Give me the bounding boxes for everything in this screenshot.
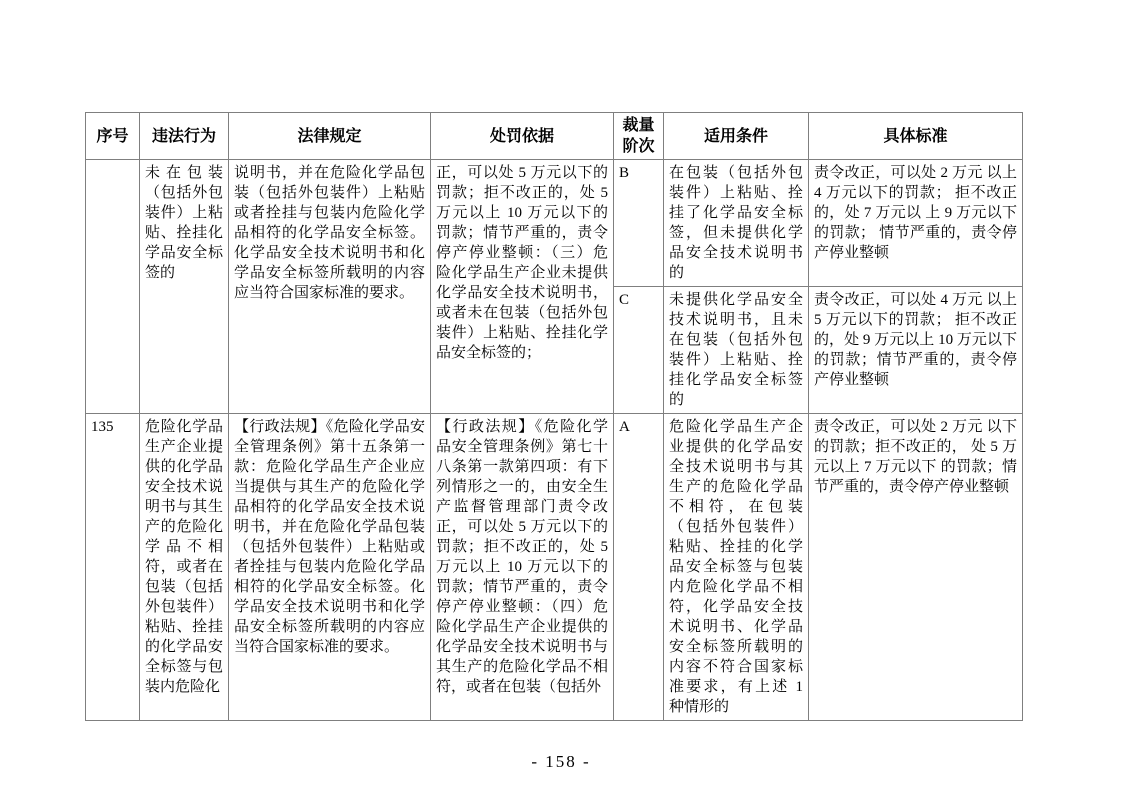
regulation-table-container [85,112,1023,721]
cell-condition-b: 在包装（包括外包装件）上粘贴、拴挂了化学品安全标签，但未提供化学品安全技术说明书的 [664,160,809,287]
cell-condition-a: 危险化学品生产企业提供的化学品安全技术说明书与其生产的危险化学品不相符，在包装（包括外包装件）粘贴、拴挂的化学品安全标签与包装内危险化学品不相符，化学品安全技术说明书、化学品安全标签所载明的内容不符合国家标准要求，有上述 1 种情形的 [664,414,809,721]
table-row-group1-sub-b [86,160,1023,287]
col-header-penalty-basis: 处罚依据 [431,113,614,160]
cell-penalty-basis-135: 【行政法规】《危险化学品安全管理条例》第七十八条第一款第四项：有下列情形之一的，由安全生产监督管理部门责令改正，可以处 5 万元以下的罚款；拒不改正的，处 5 万元以上 10 万元以下的罚款；情节严重的，责令停产停业整顿：（四）危险化学品生产企业提供的化学品安全技术说明书与其生产的危险化学品不相符，或者在包装（包括外 [431,414,614,721]
col-header-applicable-conditions: 适用条件 [664,113,809,160]
cell-serial-135: 135 [86,414,140,721]
col-header-specific-standard: 具体标准 [809,113,1023,160]
col-header-legal-provision: 法律规定 [229,113,431,160]
penalty-discretion-table [85,112,1023,721]
cell-legal-provision-group1: 说明书，并在危险化学品包装（包括外包装件）上粘贴或者拴挂与包装内危险化学品相符的化学品安全标签。化学品安全技术说明书和化学品安全标签所载明的内容应当符合国家标准的要求。 [229,160,431,414]
table-row-group2 [86,414,1023,721]
table-header-row [86,113,1023,160]
cell-illegal-act-135: 危险化学品生产企业提供的化学品安全技术说明书与其生产的危险化学品不相符，或者在包装（包括外包装件）粘贴、拴挂的化学品安全标签与包装内危险化 [140,414,229,721]
cell-legal-provision-135: 【行政法规】《危险化学品安全管理条例》第十五条第一款：危险化学品生产企业应当提供与其生产的危险化学品相符的化学品安全技术说明书，并在危险化学品包装（包括外包装件）上粘贴或者拴挂与包装内危险化学品相符的化学品安全标签。化学品安全技术说明书和化学品安全标签所载明的内容应当符合国家标准的要求。 [229,414,431,721]
col-header-discretion-level: 裁量阶次 [614,113,664,160]
cell-discretion-level-b: B [614,160,664,287]
cell-illegal-act-group1: 未在包装（包括外包装件）上粘贴、拴挂化学品安全标签的 [140,160,229,414]
cell-standard-b: 责令改正，可以处 2 万元 以上 4 万元以下的罚款； 拒不改正的，处 7 万元以 上 9 万元以下的罚款； 情节严重的，责令停产停业整顿 [809,160,1023,287]
cell-condition-c: 未提供化学品安全技术说明书，且未在包装（包括外包装件）上粘贴、拴挂化学品安全标签的 [664,287,809,414]
cell-standard-a: 责令改正，可以处 2 万元 以下的罚款；拒不改正的， 处 5 万元以上 7 万元以下 的罚款；情节严重的，责令停产停业整顿 [809,414,1023,721]
page-number: - 158 - [531,752,591,771]
cell-penalty-basis-group1: 正，可以处 5 万元以下的罚款；拒不改正的，处 5 万元以上 10 万元以下的罚款；情节严重的，责令停产停业整顿：（三）危险化学品生产企业未提供化学品安全技术说明书，或者未在包装（包括外包装件）上粘贴、拴挂化学品安全标签的； [431,160,614,414]
cell-discretion-level-a: A [614,414,664,721]
cell-discretion-level-c: C [614,287,664,414]
col-header-illegal-act: 违法行为 [140,113,229,160]
col-header-serial-number: 序号 [86,113,140,160]
cell-standard-c: 责令改正，可以处 4 万元 以上 5 万元以下的罚款； 拒不改正的，处 9 万元以上 10 万元以下的罚款；情节严重的，责令停产停业整顿 [809,287,1023,414]
cell-serial-group1 [86,160,140,414]
